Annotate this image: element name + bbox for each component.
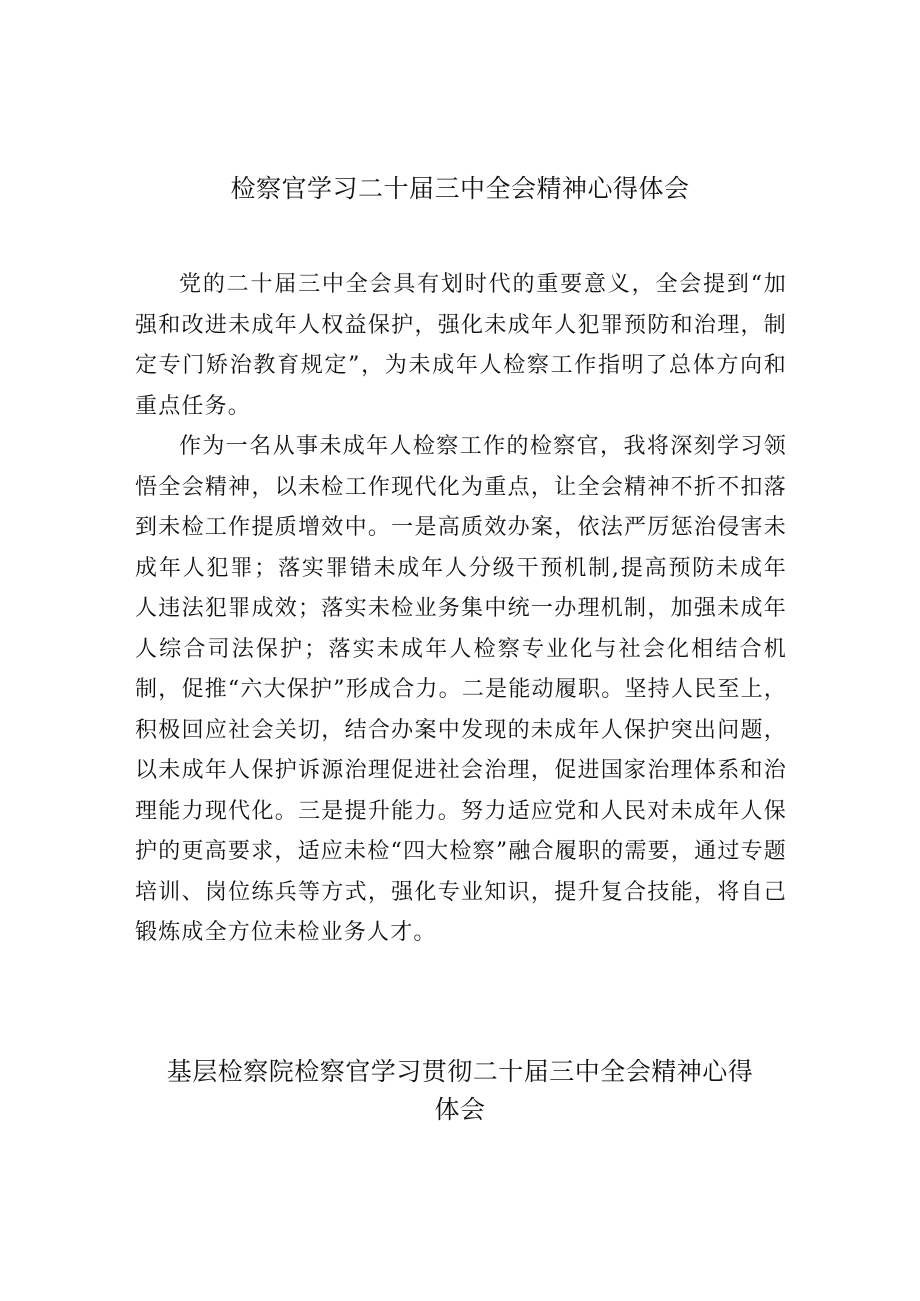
article-2-title (135, 1053, 785, 1129)
article-1-body (135, 265, 787, 954)
article-1-title: 检察官学习二十届三中全会精神心得体会 (230, 174, 690, 203)
article-1-paragraph-2: 作为一名从事未成年人检察工作的检察官，我将深刻学习领悟全会精神，以未检工作现代化为重点，让全会精神不折不扣落到未检工作提质增效中。一是高质效办案，依法严厉惩治侵害未成年人犯罪；落实罪错未成年人分级干预机制,提高预防未成年人违法犯罪成效；落实未检业务集中统一办理机制，加强未成年人综合司法保护；落实未成年人检察专业化与社会化相结合机制，促推“六大保护”形成合力。二是能动履职。坚持人民至上，积极回应社会关切，结合办案中发现的未成年人保护突出问题，以未成年人保护诉源治理促进社会治理，促进国家治理体系和治理能力现代化。三是提升能力。努力适应党和人民对未成年人保护的更高要求，适应未检“四大检察”融合履职的需要，通过专题培训、岗位练兵等方式，强化专业知识，提升复合技能，将自己锻炼成全方位未检业务人才。 (135, 434, 787, 945)
article-2-title-line-2: 体会 (434, 1095, 486, 1124)
article-1-paragraph-1: 党的二十届三中全会具有划时代的重要意义，全会提到“加强和改进未成年人权益保护，强化未成年人犯罪预防和治理，制定专门矫治教育规定”，为未成年人检察工作指明了总体方向和重点任务。 (135, 272, 787, 419)
article-2-title-line-1: 基层检察院检察官学习贯彻二十届三中全会精神心得 (166, 1057, 754, 1086)
